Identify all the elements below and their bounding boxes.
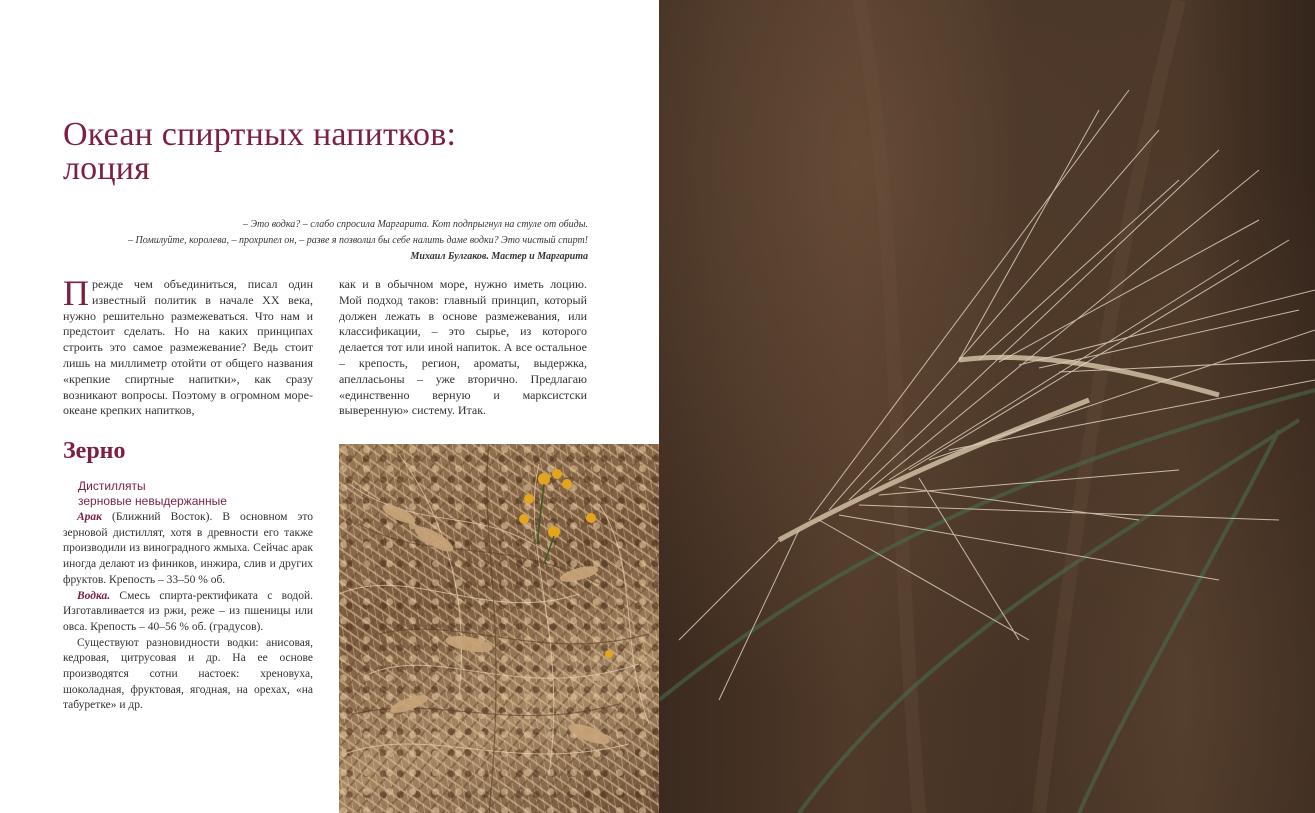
- page-title: [63, 118, 623, 186]
- epigraph: [28, 217, 588, 265]
- subsection-heading: [78, 479, 318, 508]
- vodka-term: Водка.: [77, 589, 111, 602]
- drop-cap: П: [63, 273, 89, 313]
- title-line-2: лоция: [63, 150, 150, 187]
- arak-term: Арак: [77, 511, 102, 523]
- epigraph-line-1: – Это водка? – слабо спросила Маргарита. Кот подпрыгнул на стуле от обиды.: [242, 219, 588, 230]
- title-line-1: Океан спиртных напитков:: [63, 116, 457, 153]
- epigraph-source: Михаил Булгаков. Мастер и Маргарита: [410, 251, 588, 262]
- grass-seed-head-illustration: [659, 0, 1315, 813]
- vodka-text: Смесь спирта-ректификата с водой. Изготавливается из ржи, реже – из пшеницы или овса. Крепость – 40–56 % об. (градусов).: [63, 589, 313, 633]
- intro-column-2: [339, 277, 587, 419]
- wheat-ears-photo: [339, 444, 659, 813]
- subhead-line-2: зерновые невыдержанные: [78, 493, 227, 508]
- variants-paragraph: Существуют разновидности водки: анисовая, кедровая, цитрусовая и др. На ее основе производятся сотни настоек: хреновуха, шоколадная, фруктовая, ягодная, на орехах, «на табуретке» и др.: [63, 636, 313, 712]
- intro-column-1: [63, 273, 313, 419]
- wheat-ears-illustration: [339, 444, 659, 813]
- section-body: [63, 510, 313, 714]
- intro-text-1: режде чем объединиться, писал один известный политик в начале XX века, нужно решительно размежеваться. Что нам и предстоит сделать. Но на каких принципах строить это самое размежевание? Ведь стоит лишь на миллиметр отойти от общего названия «крепкие спиртные напитки», как сразу возникают вопросы. Поэтому в огромном море-океане крепких напитков,: [63, 277, 313, 418]
- grass-seed-head-photo: [659, 0, 1315, 813]
- intro-text-2: как и в обычном море, нужно иметь лоцию. Мой подход таков: главный принцип, который должен лежать в основе размежевания, или классификации, – это сырье, из которого делается тот или иной напиток. А все остальное – крепость, регион, ароматы, выдержка, апелласьоны – уже вторично. Предлагаю «единственно верную и марксистски выверенную» систему. Итак.: [339, 277, 587, 418]
- arak-paragraph: [63, 510, 313, 589]
- epigraph-line-2: – Помилуйте, королева, – прохрипел он, – разве я позволил бы себе налить даме водки? Это чистый спирт!: [128, 235, 588, 246]
- section-title: Зерно: [63, 438, 126, 464]
- vodka-paragraph: [63, 589, 313, 636]
- arak-text: (Ближний Восток). В основном это зерновой дистиллят, хотя в древности его также производили из виноградного жмыха. Сейчас арак иногда делают из фиников, инжира, слив и других фруктов. Крепость – 33–50 % об.: [63, 511, 313, 586]
- subhead-line-1: Дистилляты: [78, 479, 146, 493]
